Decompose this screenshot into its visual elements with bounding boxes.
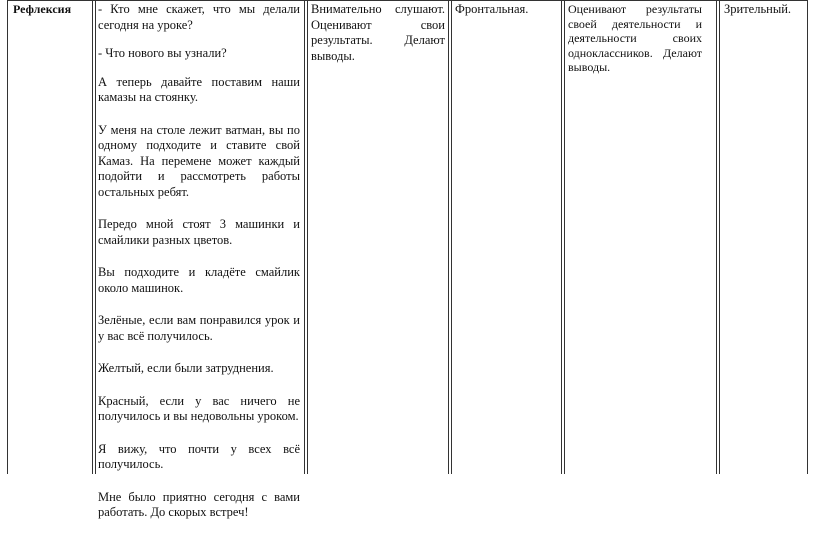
teacher-paragraph: - Что нового вы узнали? bbox=[98, 46, 227, 60]
column-divider bbox=[92, 0, 96, 474]
results-text: Оценивают результаты своей деятельности и деятельности своих одноклассников. Делают выводы. bbox=[568, 2, 702, 74]
student-activity-cell bbox=[311, 2, 445, 64]
column-divider bbox=[561, 0, 565, 474]
column-divider bbox=[7, 0, 8, 474]
column-divider bbox=[448, 0, 452, 474]
teacher-paragraph: А теперь давайте поставим наши камазы на стоянку. bbox=[98, 74, 300, 104]
stage-label: Рефлексия bbox=[13, 2, 72, 16]
perception-text: Зрительный. bbox=[724, 2, 792, 16]
student-activity-text: Внимательно слушают. Оценивают свои результаты. Делают выводы. bbox=[311, 2, 445, 63]
teacher-paragraph: Зелёные, если вам понравился урок и у вас всё получилось. bbox=[98, 313, 300, 343]
teacher-activity-cell bbox=[98, 2, 300, 538]
teacher-paragraph: Передо мной стоят 3 машинки и смайлики разных цветов. bbox=[98, 217, 300, 247]
teacher-paragraph: У меня на столе лежит ватман, вы по одному подходите и ставите свой Камаз. На перемене может каждый подойти и рассмотреть работы остальных ребят. bbox=[98, 122, 300, 199]
teacher-paragraph: Вы подходите и кладёте смайлик около машинок. bbox=[98, 265, 300, 295]
column-divider bbox=[304, 0, 308, 474]
table-top-border bbox=[7, 0, 807, 1]
teacher-paragraph: - Кто мне скажет, что мы делали сегодня на уроке? bbox=[98, 2, 300, 32]
teacher-paragraph: Я вижу, что почти у всех всё получилось. bbox=[98, 441, 300, 471]
teacher-paragraph: Желтый, если были затруднения. bbox=[98, 361, 274, 375]
teacher-paragraph: Мне было приятно сегодня с вами работать. До скорых встреч! bbox=[98, 489, 300, 519]
column-divider bbox=[716, 0, 720, 474]
column-divider bbox=[807, 0, 808, 474]
perception-cell bbox=[724, 2, 804, 18]
results-cell bbox=[568, 2, 702, 75]
work-form-text: Фронтальная. bbox=[455, 2, 529, 16]
teacher-paragraph: Красный, если у вас ничего не получилось и вы недовольны уроком. bbox=[98, 393, 300, 423]
work-form-cell bbox=[455, 2, 555, 18]
stage-cell bbox=[13, 2, 91, 18]
